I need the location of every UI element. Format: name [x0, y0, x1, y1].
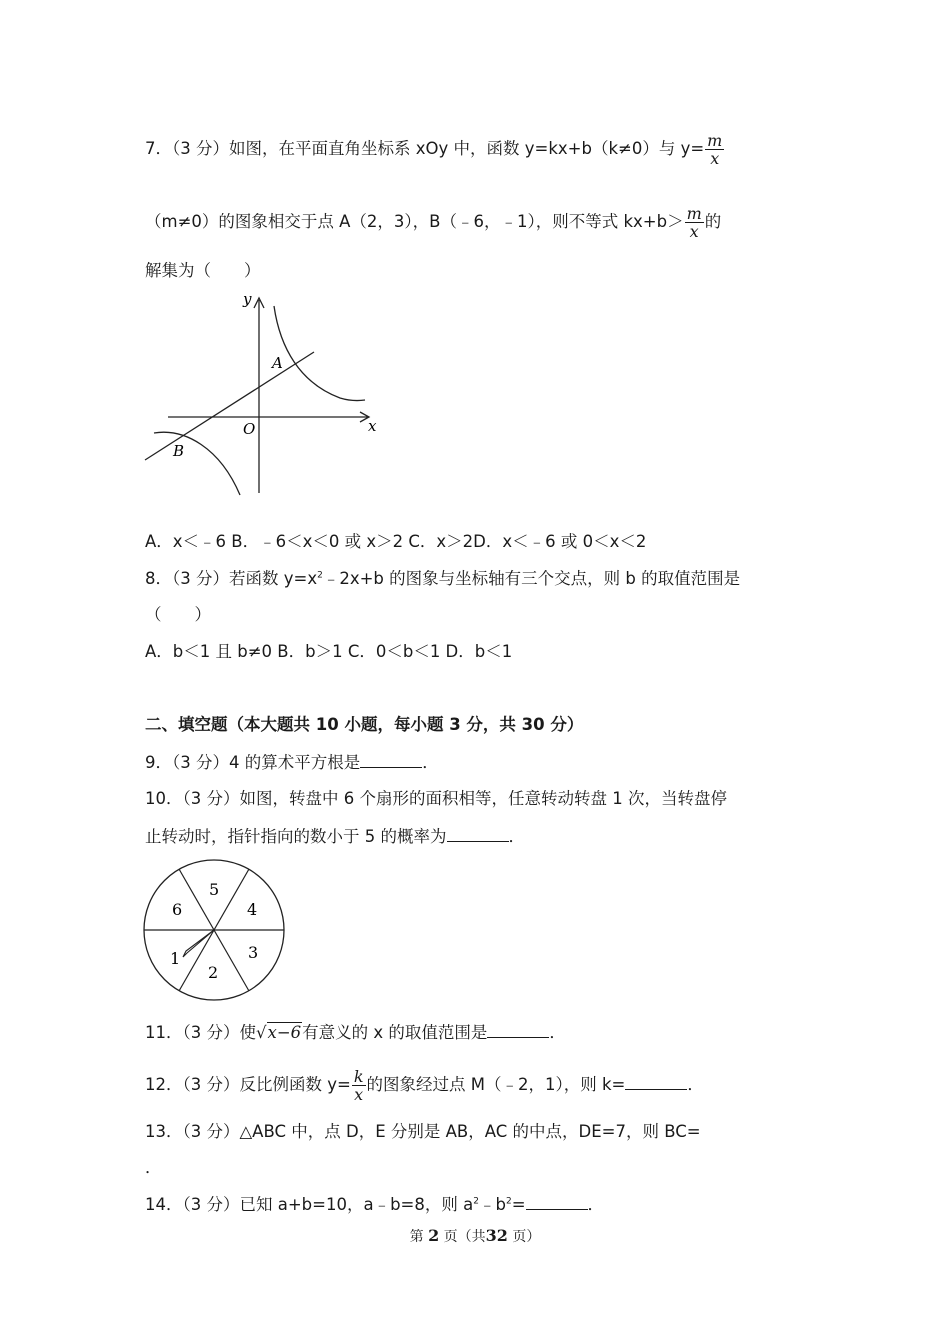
q14-text: = — [511, 1195, 526, 1214]
sector-1: 1 — [170, 949, 181, 968]
q7-graph — [140, 288, 380, 498]
x-label: x — [368, 417, 377, 435]
answer-blank — [447, 825, 509, 842]
frac-denominator: x — [689, 222, 699, 241]
superscript: 2 — [473, 1196, 479, 1207]
period: ． — [587, 1195, 605, 1214]
footer-text: 页（共 — [443, 1229, 486, 1245]
q7-line1 — [145, 132, 725, 167]
sector-6: 6 — [172, 900, 183, 919]
q12-fraction-k-over-x — [352, 1068, 366, 1103]
q11 — [145, 1021, 566, 1044]
period: ． — [687, 1075, 704, 1094]
q10-line2 — [145, 825, 525, 848]
frac-numerator: m — [686, 204, 702, 223]
frac-numerator: k — [353, 1067, 364, 1086]
sector-3: 3 — [248, 943, 259, 962]
section-heading: 二、填空题（本大题共 10 小题，每小题 3 分，共 30 分） — [145, 715, 584, 734]
page-footer — [0, 1226, 950, 1246]
q7-text: 的 — [704, 212, 722, 231]
answer-blank — [625, 1073, 687, 1090]
square-root: √x−6 — [256, 1023, 302, 1042]
point-b-label: B — [173, 442, 185, 460]
frac-numerator: m — [707, 131, 723, 150]
q8-text: 8．（3 分）若函数 y=x — [145, 569, 318, 588]
superscript: 2 — [505, 1196, 512, 1207]
spinner-pointer — [183, 930, 214, 957]
q13-line1: 13．（3 分）△ABC 中，点 D，E 分别是 AB，AC 的中点，DE=7，则 BC= — [145, 1122, 701, 1141]
point-a-label: A — [272, 354, 283, 372]
q14 — [145, 1193, 604, 1216]
linear-function-line — [145, 352, 314, 460]
answer-blank — [487, 1021, 549, 1038]
q8-line1 — [145, 568, 740, 590]
radicand: x−6 — [267, 1023, 302, 1042]
q8-text: ﹣2x+b 的图象与坐标轴有三个交点，则 b 的取值范围是 — [322, 569, 741, 588]
page-number: 2 — [428, 1226, 440, 1245]
q8-options: A．b＜1 且 b≠0 B．b＞1 C．0＜b＜1 D．b＜1 — [145, 642, 513, 661]
q7-fraction-m-over-x — [705, 132, 724, 167]
q14-text: ﹣b — [478, 1195, 506, 1214]
q9-text: 9．（3 分）4 的算术平方根是 — [145, 753, 361, 772]
q8-line2: （ ） — [145, 605, 211, 624]
period: ． — [508, 827, 525, 846]
q12-text: 12．（3 分）反比例函数 y= — [145, 1075, 351, 1094]
q9 — [145, 751, 439, 774]
frac-denominator: x — [354, 1085, 364, 1104]
hyperbola-branch-lower — [154, 432, 240, 495]
answer-blank — [360, 751, 422, 768]
period: ． — [549, 1023, 566, 1042]
total-pages: 32 — [485, 1226, 508, 1245]
q11-text: 11．（3 分）使 — [145, 1023, 256, 1042]
footer-text: 页） — [512, 1229, 541, 1245]
origin-label: O — [243, 420, 256, 438]
footer-text: 第 — [409, 1229, 424, 1245]
hyperbola-branch-upper — [274, 306, 365, 401]
q7-line2 — [145, 205, 721, 240]
period: ． — [422, 753, 439, 772]
q7-fraction-m-over-x-2 — [685, 205, 704, 240]
q7-options: A．x＜﹣6 B．﹣6＜x＜0 或 x＞2 C．x＞2D．x＜﹣6 或 0＜x＜2 — [145, 532, 647, 551]
q7-line3: 解集为（ ） — [145, 261, 261, 280]
frac-denominator: x — [710, 149, 720, 168]
q11-text: 有意义的 x 的取值范围是 — [302, 1023, 488, 1042]
q12-text: 的图象经过点 M（﹣2，1），则 k= — [366, 1075, 626, 1094]
sector-2: 2 — [208, 963, 219, 982]
sector-4: 4 — [247, 900, 258, 919]
y-label: y — [243, 290, 252, 308]
sector-5: 5 — [209, 880, 220, 899]
q12 — [145, 1068, 704, 1103]
q10-text: 止转动时，指针指向的数小于 5 的概率为 — [145, 827, 447, 846]
q13-line2: ． — [145, 1158, 162, 1177]
spinner-figure — [142, 857, 290, 1005]
q7-text: （m≠0）的图象相交于点 A（2，3），B（﹣6，﹣1），则不等式 kx+b＞ — [145, 212, 684, 231]
q10-line1: 10．（3 分）如图，转盘中 6 个扇形的面积相等，任意转动转盘 1 次，当转盘停 — [145, 789, 727, 808]
answer-blank — [526, 1193, 588, 1210]
q7-text: 7．（3 分）如图，在平面直角坐标系 xOy 中，函数 y=kx+b（k≠0）与 y= — [145, 139, 705, 158]
q14-text: 14．（3 分）已知 a+b=10，a﹣b=8，则 a — [145, 1195, 474, 1214]
superscript: 2 — [317, 570, 323, 581]
